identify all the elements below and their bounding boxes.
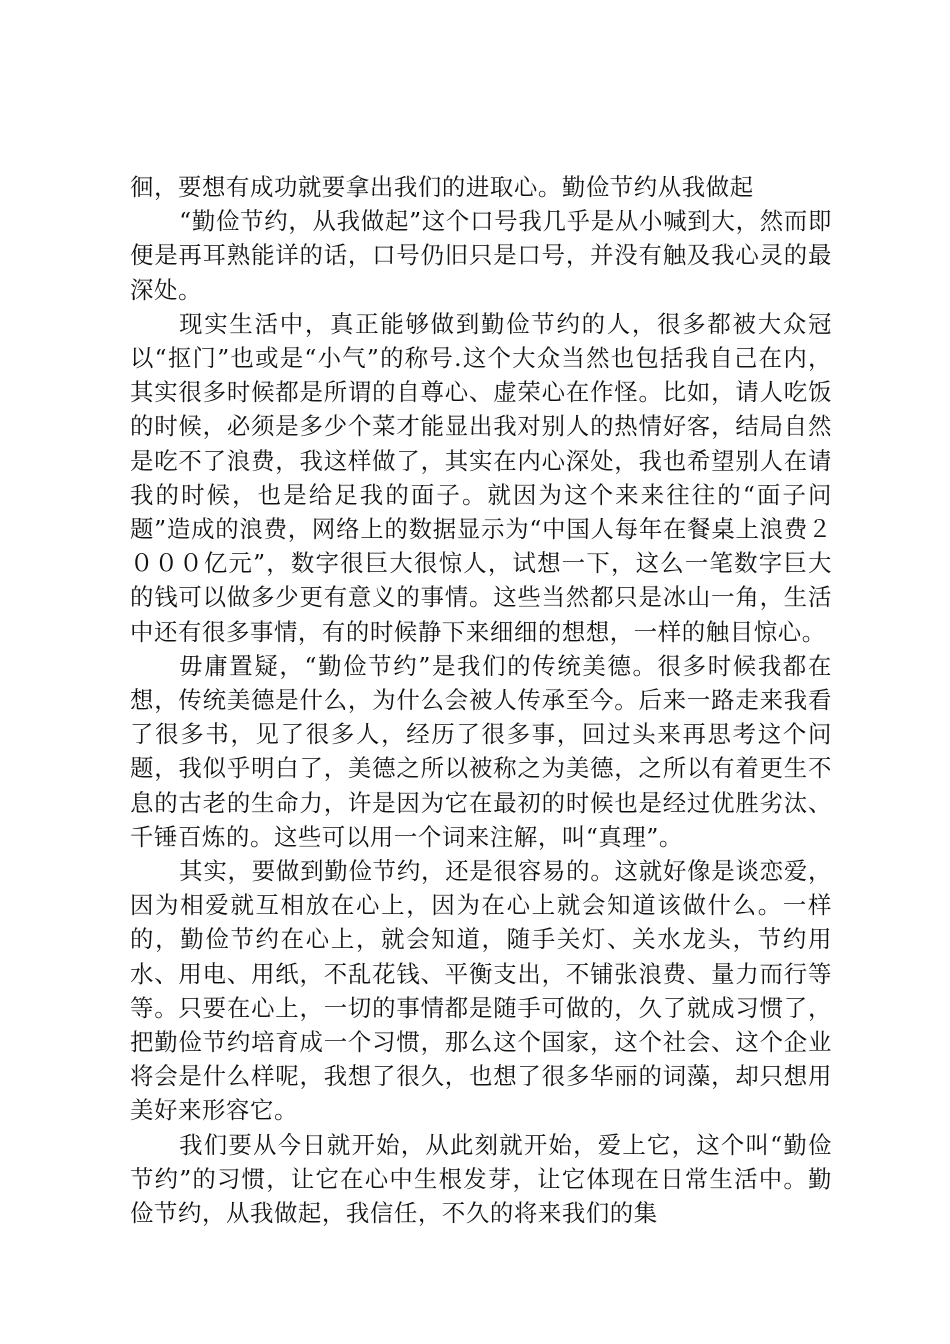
document-body — [130, 170, 832, 1230]
paragraph-easy-to-do: 其实，要做到勤俭节约，还是很容易的。这就好像是谈恋爱，因为相爱就互相放在心上，因为在心上就会知道该做什么。一样的，勤俭节约在心上，就会知道，随手关灯、关水龙头，节约用水、用电、用纸，不乱花钱、平衡支出，不铺张浪费、量力而行等等。只要在心上，一切的事情都是随手可做的，久了就成习惯了，把勤俭节约培育成一个习惯，那么这个国家，这个社会、这个企业将会是什么样呢，我想了很久，也想了很多华丽的词藻，却只想用美好来形容它。 — [130, 857, 832, 1125]
paragraph-real-life: 现实生活中，真正能够做到勤俭节约的人，很多都被大众冠以“抠门”也或是“小气”的称号.这个大众当然也包括我自己在内，其实很多时候都是所谓的自尊心、虚荣心在作怪。比如，请人吃饭的时候，必须是多少个菜才能显出我对别人的热情好客，结局自然是吃不了浪费，我这样做了，其实在内心深处，我也希望别人在请我的时候，也是给足我的面子。就因为这个来来往往的“面子问题”造成的浪费，网络上的数据显示为“中国人每年在餐桌上浪费２０００亿元”，数字很巨大很惊人，试想一下，这么一笔数字巨大的钱可以做多少更有意义的事情。这些当然都只是冰山一角，生活中还有很多事情，有的时候静下来细细的想想，一样的触目惊心。 — [130, 309, 832, 646]
paragraph-continuation: 徊，要想有成功就要拿出我们的进取心。勤俭节约从我做起 — [130, 173, 754, 201]
paragraph-start-today: 我们要从今日就开始，从此刻就开始，爱上它，这个叫“勤俭节约”的习惯，让它在心中生根发芽，让它体现在日常生活中。勤俭节约，从我做起，我信任，不久的将来我们的集 — [130, 1130, 832, 1228]
paragraph-slogan: “勤俭节约，从我做起”这个口号我几乎是从小喊到大，然而即便是再耳熟能详的话，口号仍旧只是口号，并没有触及我心灵的最深处。 — [130, 207, 832, 304]
paragraph-tradition: 毋庸置疑，“勤俭节约”是我们的传统美德。很多时候我都在想，传统美德是什么，为什么会被人传承至今。后来一路走来我看了很多书，见了很多人，经历了很多事，回过头来再思考这个问题，我似乎明白了，美德之所以被称之为美德，之所以有着更生不息的古老的生命力，许是因为它在最初的时候也是经过优胜劣汰、千锤百炼的。这些可以用一个词来注解，叫“真理”。 — [130, 651, 832, 851]
